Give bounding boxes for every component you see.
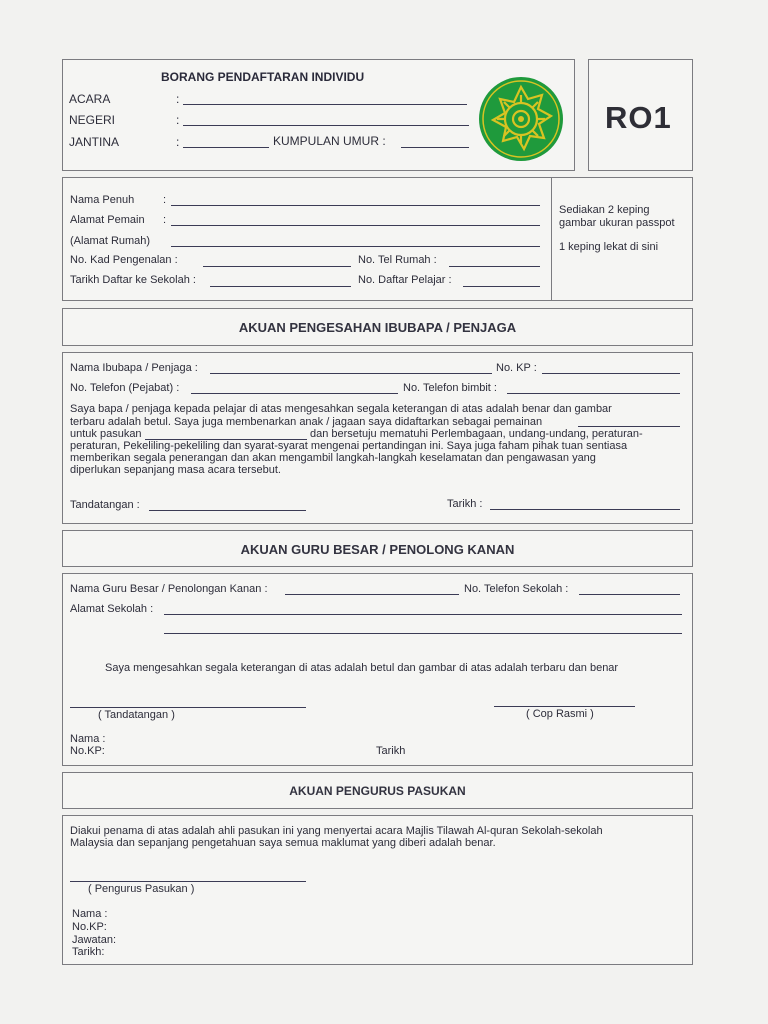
photo-divider [551,178,552,300]
official-stamp-field[interactable] [494,706,635,707]
parent-kp-field[interactable] [542,373,680,374]
acara-colon: : [176,92,180,106]
parent-heading-box [62,308,693,346]
parent-para-6: diperlukan sepanjang masa acara tersebut. [70,464,281,476]
parent-name-label: Nama Ibubapa / Penjaga : [70,362,198,374]
parent-sign-label: Tandatangan : [70,499,140,511]
acara-label: ACARA [69,92,111,106]
parent-sign-field[interactable] [149,510,306,511]
nama-penuh-colon: : [163,194,167,206]
parent-para-5: memberikan segala penerangan dan akan mengambil langkah-langkah keselamatan dan pengawasan yang [70,452,596,464]
parent-tel-bimbit-label: No. Telefon bimbit : [403,382,497,394]
manager-tarikh-label: Tarikh: [72,946,105,958]
headmaster-box [62,573,693,766]
parent-para-1: Saya bapa / penjaga kepada pelajar di atas mengesahkan segala keterangan di atas adalah benar dan gambar [70,403,612,415]
photo-note-1: Sediakan 2 keping [559,204,650,216]
manager-box [62,815,693,965]
manager-nama-label: Nama : [72,908,108,920]
headmaster-kp-label: No.KP: [70,745,105,757]
manager-para-2: Malaysia dan sepanjang pengetahuan saya semua maklumat yang diberi adalah benar. [70,837,496,849]
parent-game-field[interactable] [578,426,680,427]
form-title: BORANG PENDAFTARAN INDIVIDU [161,70,365,84]
parent-tel-pejabat-field[interactable] [191,393,398,394]
headmaster-date-label: Tarikh [376,745,406,757]
kumpulan-umur-field[interactable] [401,147,469,148]
negeri-label: NEGERI [69,113,116,127]
alamat-pemain-label: Alamat Pemain [70,214,145,226]
nama-penuh-label: Nama Penuh [70,194,135,206]
photo-note-2: gambar ukuran passpot [559,217,675,229]
headmaster-name-field[interactable] [285,594,459,595]
parent-para-3b: dan bersetuju mematuhi Perlembagaan, undang-undang, peraturan- [310,428,643,440]
kad-pengenalan-label: No. Kad Pengenalan : [70,254,178,266]
negeri-colon: : [176,113,180,127]
manager-heading: AKUAN PENGURUS PASUKAN [289,784,466,798]
parent-tel-pejabat-label: No. Telefon (Pejabat) : [70,382,180,394]
school-tel-field[interactable] [579,594,680,595]
form-code: RO1 [605,100,672,135]
kad-pengenalan-field[interactable] [203,266,351,267]
tel-rumah-field[interactable] [449,266,540,267]
headmaster-sign-field[interactable] [70,707,306,708]
alamat-pemain-colon: : [163,214,167,226]
headmaster-nama-label: Nama : [70,733,106,745]
headmaster-name-label: Nama Guru Besar / Penolongan Kanan : [70,583,268,595]
parent-para-4: peraturan, Pekeliling-pekeliling dan syarat-syarat mengenai pertandingan ini. Saya juga faham pihak tuan sentiasa [70,440,628,452]
tel-rumah-label: No. Tel Rumah : [358,254,437,266]
parent-box [62,352,693,524]
kumpulan-umur-label: KUMPULAN UMUR : [273,134,386,148]
jantina-colon: : [176,135,180,149]
parent-date-field[interactable] [490,509,680,510]
jantina-label: JANTINA [69,135,120,149]
manager-para-1: Diakui penama di atas adalah ahli pasukan ini yang menyertai acara Majlis Tilawah Al-quran Sekolah-sekolah [70,825,603,837]
school-address-field-2[interactable] [164,633,682,634]
parent-tel-bimbit-field[interactable] [507,393,680,394]
daftar-pelajar-field[interactable] [463,286,540,287]
form-code-box [588,59,693,171]
official-stamp-label: ( Cop Rasmi ) [526,708,594,720]
alamat-rumah-field[interactable] [171,246,540,247]
parent-para-2: terbaru adalah betul. Saya juga membenarkan anak / jagaan saya didaftarkan sebagai pemainan [70,416,543,428]
parent-kp-label: No. KP : [496,362,537,374]
manager-heading-box [62,772,693,809]
header-box [62,59,575,171]
daftar-pelajar-label: No. Daftar Pelajar : [358,274,452,286]
alamat-rumah-label: (Alamat Rumah) [70,235,151,247]
school-address-field-1[interactable] [164,614,682,615]
manager-kp-label: No.KP: [72,921,107,933]
state-emblem-icon [477,75,565,163]
nama-penuh-field[interactable] [171,205,540,206]
headmaster-heading-box [62,530,693,567]
tarikh-daftar-label: Tarikh Daftar ke Sekolah : [70,274,196,286]
alamat-pemain-field[interactable] [171,225,540,226]
manager-jawatan-label: Jawatan: [72,934,117,946]
acara-field[interactable] [183,104,467,105]
parent-heading: AKUAN PENGESAHAN IBUBAPA / PENJAGA [238,320,517,335]
parent-para-3a: untuk pasukan [70,428,142,440]
headmaster-statement: Saya mengesahkan segala keterangan di atas adalah betul dan gambar di atas adalah terbaru dan benar [105,662,619,674]
headmaster-heading: AKUAN GURU BESAR / PENOLONG KANAN [240,542,515,557]
tarikh-daftar-field[interactable] [210,286,351,287]
school-address-label: Alamat Sekolah : [70,603,154,615]
manager-sign-field[interactable] [70,881,306,882]
parent-name-field[interactable] [210,373,492,374]
manager-sign-label: ( Pengurus Pasukan ) [88,883,195,895]
school-tel-label: No. Telefon Sekolah : [464,583,569,595]
parent-date-label: Tarikh : [447,498,483,510]
participant-box [62,177,693,301]
negeri-field[interactable] [183,125,469,126]
headmaster-sign-label: ( Tandatangan ) [98,709,175,721]
photo-note-3: 1 keping lekat di sini [559,241,659,253]
jantina-field[interactable] [183,147,269,148]
